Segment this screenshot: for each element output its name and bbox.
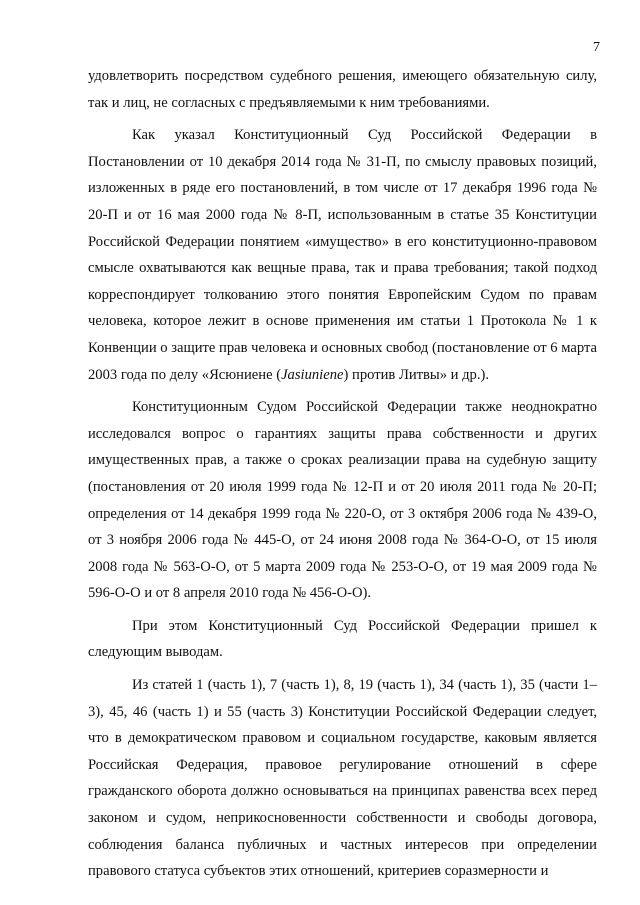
document-body: [88, 63, 597, 885]
text-segment: Из статей 1 (часть 1), 7 (часть 1), 8, 19 (часть 1), 34 (часть 1), 35 (части 1–3), 45, 46 (часть 1) и 55 (часть 3) Конституции Российской Федерации следует, что в демократическом правовом и социальном государстве, каковым является Российская Федерация, правовое регулирование отношений в сфере гражданского оборота должно основываться на принципах равенства всех перед законом и судом, неприкосновенности собственности и свободы договора, соблюдения баланса публичных и частных интересов при определении правового статуса субъектов этих отношений, критериев соразмерности и: [88, 677, 597, 880]
page-number: 7: [593, 40, 600, 55]
italic-case-name: Jasiuniene: [281, 366, 344, 383]
paragraph-constitution-articles: [88, 672, 597, 885]
paragraph-conclusions-intro: [88, 613, 597, 666]
paragraph-guarantees: [88, 394, 597, 607]
text-segment: удовлетворить посредством судебного решения, имеющего обязательную силу, так и лиц, не согласных с предъявляемыми к ним требованиями.: [88, 68, 597, 111]
text-segment: Конституционным Судом Российской Федерации также неоднократно исследовался вопрос о гарантиях защиты права собственности и других имущественных прав, а также о сроках реализации права на судебную защиту (постановления от 20 июля 1999 года № 12-П и от 20 июля 2011 года № 20-П; определения от 14 декабря 1999 года № 220-О, от 3 октября 2006 года № 439-О, от 3 ноября 2006 года № 445-О, от 24 июня 2008 года № 364-О-О, от 15 июля 2008 года № 563-О-О, от 5 марта 2009 года № 253-О-О, от 19 мая 2009 года № 596-О-О и от 8 апреля 2010 года № 456-О-О).: [88, 399, 597, 602]
text-segment: Как указал Конституционный Суд Российской Федерации в Постановлении от 10 декабря 2014 года № 31-П, по смыслу правовых позиций, изложенных в ряде его постановлений, в том числе от 17 декабря 1996 года № 20-П и от 16 мая 2000 года № 8-П, использованным в статье 35 Конституции Российской Федерации понятием «имущество» в его конституционно-правовом смысле охватываются как вещные права, так и права требования; такой подход корреспондирует толкованию этого понятия Европейским Судом по правам человека, которое лежит в основе применения им статьи 1 Протокола № 1 к Конвенции о защите прав человека и основных свобод (постановление от 6 марта 2003 года по делу «Ясюниене (: [88, 127, 597, 383]
paragraph-continuation: [88, 63, 597, 116]
paragraph-constitutional-court-property: [88, 122, 597, 388]
text-segment: ) против Литвы» и др.).: [343, 366, 490, 383]
text-segment: При этом Конституционный Суд Российской Федерации пришел к следующим выводам.: [88, 617, 597, 661]
